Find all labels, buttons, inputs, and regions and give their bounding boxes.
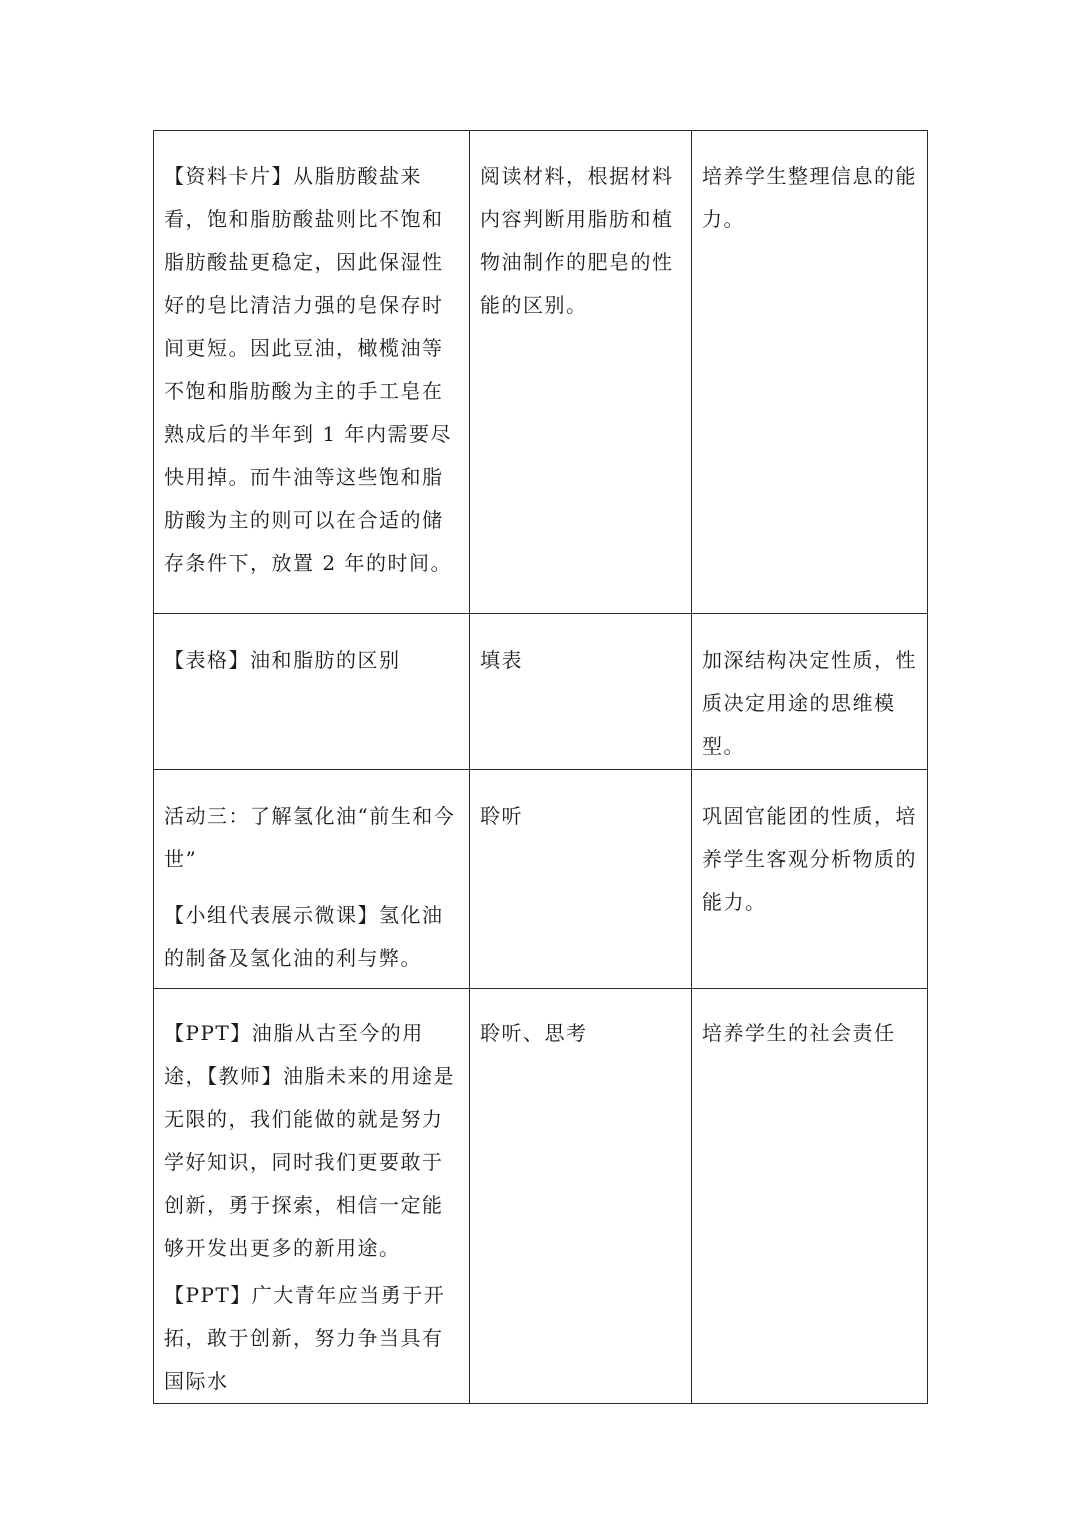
lesson-plan-table xyxy=(153,130,928,1404)
student-activity-cell xyxy=(470,770,692,989)
cell-text: 【表格】油和脂肪的区别 xyxy=(164,648,401,672)
table-row xyxy=(154,614,928,770)
design-purpose-cell xyxy=(692,614,928,770)
cell-text: 培养学生整理信息的能力。 xyxy=(702,164,917,231)
design-purpose-cell xyxy=(692,131,928,614)
teaching-content-cell xyxy=(154,131,470,614)
teaching-content-cell xyxy=(154,770,470,989)
design-purpose-cell xyxy=(692,770,928,989)
student-activity-cell xyxy=(470,131,692,614)
design-purpose-cell xyxy=(692,989,928,1404)
table-row xyxy=(154,989,928,1404)
cell-text: 填表 xyxy=(480,648,523,672)
student-activity-cell xyxy=(470,614,692,770)
cell-text: 聆听 xyxy=(480,804,523,828)
cell-text: 聆听、思考 xyxy=(480,1021,588,1045)
table-row xyxy=(154,770,928,989)
cell-text: 培养学生的社会责任 xyxy=(702,1021,896,1045)
teaching-content-cell xyxy=(154,989,470,1404)
cell-text: 【PPT】广大青年应当勇于开拓，敢于创新，努力争当具有国际水 xyxy=(164,1283,446,1393)
cell-text: 加深结构决定性质，性质决定用途的思维模型。 xyxy=(702,648,917,758)
cell-text: 【PPT】油脂从古至今的用途，【教师】油脂未来的用途是无限的，我们能做的就是努力学好知识，同时我们更要敢于创新，勇于探索，相信一定能够开发出更多的新用途。 xyxy=(164,1021,455,1260)
cell-text: 【资料卡片】从脂肪酸盐来看，饱和脂肪酸盐则比不饱和脂肪酸盐更稳定，因此保湿性好的皂比清洁力强的皂保存时间更短。因此豆油，橄榄油等不饱和脂肪酸为主的手工皂在熟成后的半年到 1 年内需要尽快用掉。而牛油等这些饱和脂肪酸为主的则可以在合适的储存条件下，放置 2 年的时间。 xyxy=(164,164,452,575)
cell-text: 阅读材料，根据材料内容判断用脂肪和植物油制作的肥皂的性能的区别。 xyxy=(480,164,674,317)
cell-text: 【小组代表展示微课】氢化油的制备及氢化油的利与弊。 xyxy=(164,903,444,970)
student-activity-cell xyxy=(470,989,692,1404)
table-row xyxy=(154,131,928,614)
activity-heading: 活动三：了解氢化油“前生和今世” xyxy=(164,804,456,871)
teaching-content-cell xyxy=(154,614,470,770)
cell-text: 巩固官能团的性质，培养学生客观分析物质的能力。 xyxy=(702,804,917,914)
